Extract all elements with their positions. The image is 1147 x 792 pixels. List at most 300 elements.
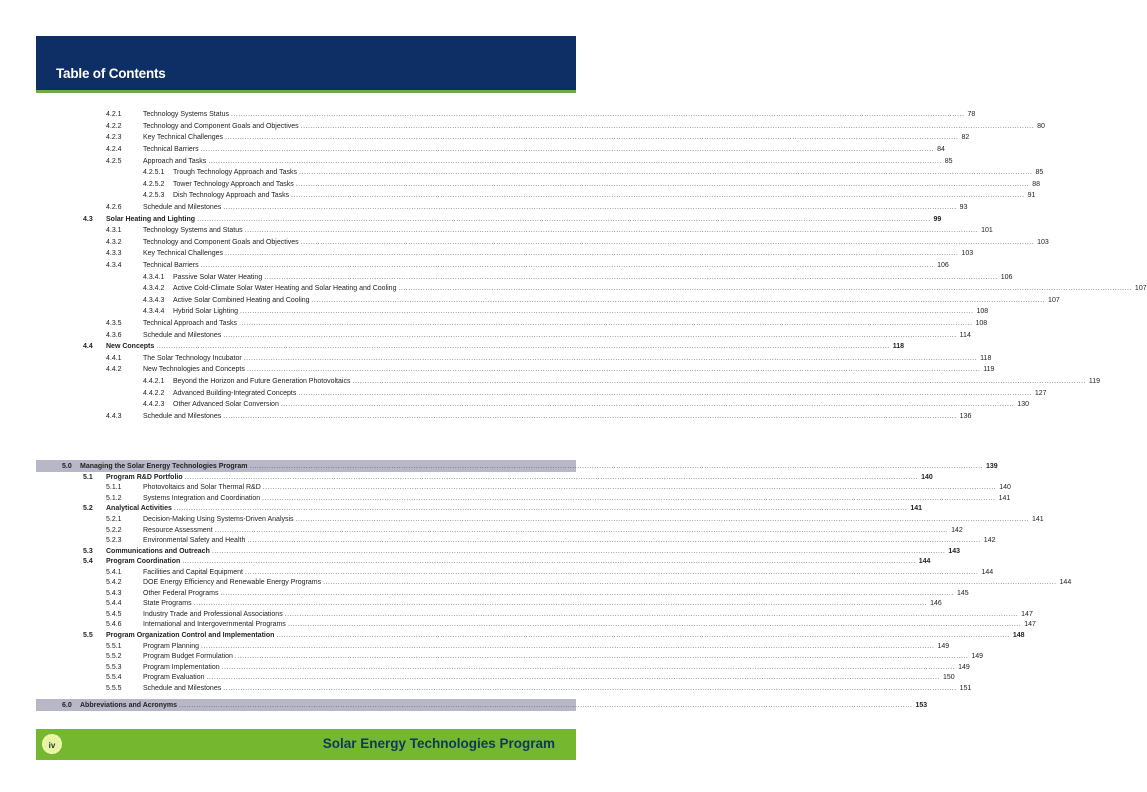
toc-entry-number: 4.4 — [83, 343, 93, 351]
toc-section-6 — [36, 699, 928, 711]
toc-entry-line — [143, 354, 992, 362]
toc-entry-title: New Technologies and Concepts — [143, 366, 245, 374]
toc-entry-line — [143, 568, 994, 576]
toc-entry-line — [173, 273, 1013, 281]
toc-entry[interactable] — [36, 514, 1044, 525]
toc-entry[interactable] — [36, 556, 931, 567]
toc-entry-number: 4.4.1 — [106, 354, 122, 362]
toc-entry-line — [106, 215, 942, 223]
leader-dots: ............................................................................................................................................................................................................................................................................................................ — [200, 146, 935, 154]
toc-entry-line — [143, 111, 976, 119]
toc-entry-number: 5.5.3 — [106, 663, 122, 671]
toc-entry[interactable] — [36, 483, 1011, 494]
toc-entry[interactable] — [36, 144, 945, 156]
toc-entry-title: Decision-Making Using Systems-Driven Analysis — [143, 515, 294, 523]
toc-entry-line — [143, 412, 972, 420]
toc-entry-line — [143, 250, 974, 258]
toc-entry-line — [173, 180, 1041, 188]
toc-entry-line — [143, 146, 945, 154]
toc-entry-line — [106, 631, 1025, 639]
toc-entry-number: 5.4.2 — [106, 579, 122, 587]
toc-entry-line — [143, 494, 1011, 502]
toc-entry[interactable] — [36, 248, 974, 260]
toc-entry[interactable] — [36, 609, 1033, 620]
toc-entry-page: 142 — [951, 526, 963, 534]
toc-entry-page: 140 — [999, 484, 1011, 492]
toc-entry[interactable] — [36, 504, 923, 515]
toc-entry-line — [143, 122, 1045, 130]
toc-entry-number: 5.4.4 — [106, 600, 122, 608]
leader-dots: ............................................................................................................................................................................................................................................................................................................ — [249, 462, 983, 470]
toc-entry-title: Analytical Activities — [106, 505, 172, 513]
toc-entry-number: 4.3.2 — [106, 238, 122, 246]
toc-entry-line — [80, 462, 998, 470]
toc-entry-title: Program Coordination — [106, 558, 181, 566]
toc-entry-page: 127 — [1034, 389, 1047, 397]
toc-entry-line — [143, 319, 988, 327]
toc-entry-title: New Concepts — [106, 343, 155, 351]
toc-entry[interactable] — [36, 672, 955, 683]
toc-entry-line — [106, 547, 960, 555]
toc-entry-number: 4.4.2.2 — [143, 389, 165, 397]
toc-entry-page: 147 — [1024, 621, 1036, 629]
leader-dots: ............................................................................................................................................................................................................................................................................................................ — [179, 701, 913, 709]
toc-entry-page: 80 — [1037, 122, 1045, 130]
toc-entry-page: 103 — [961, 250, 974, 258]
toc-entry-page: 114 — [959, 331, 971, 339]
toc-entry-number: 5.5.2 — [106, 653, 122, 661]
toc-entry-line — [173, 377, 1101, 385]
toc-entry-number: 6.0 — [62, 701, 72, 709]
toc-entry-page: 78 — [967, 111, 976, 119]
toc-entry-title: Resource Assessment — [143, 526, 213, 534]
toc-entry[interactable] — [36, 155, 953, 167]
toc-entry-page: 143 — [948, 547, 960, 555]
leader-dots: ............................................................................................................................................................................................................................................................................................................ — [280, 401, 1015, 409]
toc-entry-title: Technology Systems Status — [143, 111, 229, 119]
leader-dots: ............................................................................................................................................................................................................................................................................................................ — [211, 547, 946, 555]
toc-entry[interactable] — [36, 630, 1025, 641]
toc-entry[interactable] — [36, 190, 1036, 202]
toc-entry-title: State Programs — [143, 600, 192, 608]
toc-entry-line — [143, 579, 1072, 587]
toc-section-4 — [36, 109, 1147, 422]
toc-entry[interactable] — [36, 364, 995, 376]
toc-entry-number: 4.4.2.3 — [143, 401, 165, 409]
toc-entry-title: The Solar Technology Incubator — [143, 354, 242, 362]
toc-entry-number: 4.2.2 — [106, 122, 122, 130]
toc-entry-title: Technical Barriers — [143, 146, 199, 154]
header-band — [36, 36, 576, 93]
toc-entry-number: 5.4.3 — [106, 589, 122, 597]
leader-dots: ............................................................................................................................................................................................................................................................................................................ — [197, 215, 931, 223]
toc-entry[interactable] — [36, 410, 972, 422]
toc-entry[interactable] — [36, 699, 928, 711]
toc-entry-number: 5.5 — [83, 631, 93, 639]
toc-entry-page: 130 — [1017, 401, 1029, 409]
leader-dots: ............................................................................................................................................................................................................................................................................................................ — [182, 558, 916, 566]
toc-entry-number: 4.3.5 — [106, 319, 122, 327]
toc-entry-title: Beyond the Horizon and Future Generation Photovoltaics — [173, 377, 351, 385]
toc-entry[interactable] — [36, 651, 984, 662]
toc-entry[interactable] — [36, 341, 904, 353]
toc-entry-number: 4.3.4.1 — [143, 273, 165, 281]
toc-entry-line — [106, 473, 933, 481]
toc-entry-page: 103 — [1037, 238, 1049, 246]
toc-entry-title: Approach and Tasks — [143, 157, 207, 165]
leader-dots: ............................................................................................................................................................................................................................................................................................................ — [200, 262, 935, 270]
toc-entry[interactable] — [36, 567, 994, 578]
toc-entry-number: 5.4 — [83, 558, 93, 566]
toc-entry-title: Hybrid Solar Lighting — [173, 308, 238, 316]
toc-entry[interactable] — [36, 213, 942, 225]
leader-dots: ............................................................................................................................................................................................................................................................................................................ — [221, 663, 956, 671]
toc-entry-line — [143, 204, 968, 212]
leader-dots: ............................................................................................................................................................................................................................................................................................................ — [245, 568, 979, 576]
toc-entry-line — [143, 484, 1011, 492]
toc-entry-title: Systems Integration and Coordination — [143, 494, 261, 502]
page-title: Table of Contents — [56, 66, 166, 81]
toc-entry-number: 4.4.2.1 — [143, 377, 165, 385]
toc-entry[interactable] — [36, 376, 1101, 388]
toc-entry-title: Technology and Component Goals and Objectives — [143, 122, 299, 130]
toc-entry[interactable] — [36, 535, 996, 546]
toc-entry-page: 85 — [1035, 169, 1044, 177]
toc-entry-number: 4.3.4.2 — [143, 285, 165, 293]
toc-entry[interactable] — [36, 588, 969, 599]
toc-entry[interactable] — [36, 493, 1011, 504]
toc-entry-page: 144 — [918, 558, 931, 566]
toc-entry-number: 5.1.2 — [106, 494, 122, 502]
toc-entry-page: 119 — [1088, 377, 1101, 385]
toc-entry-page: 139 — [985, 462, 998, 470]
toc-entry-title: Industry Trade and Professional Associations — [143, 610, 283, 618]
toc-entry[interactable] — [36, 167, 1044, 179]
leader-dots: ............................................................................................................................................................................................................................................................................................................ — [295, 515, 1030, 523]
toc-entry[interactable] — [36, 387, 1047, 399]
toc-entry[interactable] — [36, 318, 988, 330]
toc-entry-number: 5.5.1 — [106, 642, 122, 650]
toc-entry-page: 108 — [975, 319, 988, 327]
leader-dots: ............................................................................................................................................................................................................................................................................................................ — [225, 250, 959, 258]
leader-dots: ............................................................................................................................................................................................................................................................................................................ — [234, 653, 969, 661]
toc-entry[interactable] — [36, 472, 933, 483]
leader-dots: ............................................................................................................................................................................................................................................................................................................ — [247, 537, 981, 545]
leader-dots: ............................................................................................................................................................................................................................................................................................................ — [223, 204, 957, 212]
toc-entry-title: Schedule and Milestones — [143, 331, 222, 339]
toc-entry-page: 150 — [942, 674, 955, 682]
toc-entry-number: 4.2.4 — [106, 146, 122, 154]
toc-entry-title: Technical Barriers — [143, 262, 199, 270]
toc-entry-title: Schedule and Milestones — [143, 412, 222, 420]
toc-entry-line — [173, 389, 1047, 397]
leader-dots: ............................................................................................................................................................................................................................................................................................................ — [201, 642, 935, 650]
toc-entry-page: 141 — [998, 494, 1011, 502]
toc-entry-number: 4.3.6 — [106, 331, 122, 339]
toc-entry-title: Program Implementation — [143, 663, 220, 671]
toc-entry-page: 99 — [933, 215, 942, 223]
toc-entry[interactable] — [36, 295, 1060, 307]
toc-entry-title: Program Evaluation — [143, 674, 205, 682]
toc-entry-line — [143, 663, 970, 671]
leader-dots: ............................................................................................................................................................................................................................................................................................................ — [398, 285, 1132, 293]
toc-entry-title: Other Federal Programs — [143, 589, 219, 597]
toc-entry-title: Managing the Solar Energy Technologies Program — [80, 462, 248, 470]
toc-entry[interactable] — [36, 546, 960, 557]
footer-band — [36, 729, 576, 760]
toc-entry-title: Key Technical Challenges — [143, 250, 224, 258]
toc-entry-page: 91 — [1027, 192, 1036, 200]
leader-dots: ............................................................................................................................................................................................................................................................................................................ — [298, 389, 1032, 397]
leader-dots: ............................................................................................................................................................................................................................................................................................................ — [300, 238, 1035, 246]
toc-entry-number: 5.4.1 — [106, 568, 122, 576]
leader-dots: ............................................................................................................................................................................................................................................................................................................ — [225, 134, 959, 142]
toc-entry[interactable] — [36, 620, 1036, 631]
toc-entry-page: 141 — [910, 505, 923, 513]
toc-entry[interactable] — [36, 599, 942, 610]
toc-entry-title: Active Cold-Climate Solar Water Heating and Solar Heating and Cooling — [173, 285, 397, 293]
leader-dots: ............................................................................................................................................................................................................................................................................................................ — [223, 684, 957, 692]
toc-entry-line — [143, 589, 969, 597]
toc-entry-title: Program Budget Formulation — [143, 653, 233, 661]
toc-entry-line — [143, 537, 996, 545]
toc-entry-number: 5.1.1 — [106, 484, 122, 492]
toc-entry-number: 4.4.3 — [106, 412, 122, 420]
toc-entry-page: 106 — [1000, 273, 1013, 281]
toc-entry-line — [106, 558, 931, 566]
toc-entry[interactable] — [36, 132, 970, 144]
toc-entry-page: 82 — [961, 134, 970, 142]
toc-entry-page: 107 — [1048, 296, 1060, 304]
toc-entry-page: 149 — [937, 642, 950, 650]
toc-entry-page: 151 — [959, 684, 972, 692]
toc-entry-title: Photovoltaics and Solar Thermal R&D — [143, 484, 261, 492]
toc-entry-page: 144 — [1059, 579, 1072, 587]
toc-entry-line — [143, 653, 984, 661]
toc-entry[interactable] — [36, 121, 1045, 133]
toc-entry-title: Trough Technology Approach and Tasks — [173, 169, 298, 177]
toc-entry-page: 146 — [930, 600, 942, 608]
toc-entry-number: 5.3 — [83, 547, 93, 555]
leader-dots: ............................................................................................................................................................................................................................................................................................................ — [276, 631, 1010, 639]
toc-entry[interactable] — [36, 399, 1029, 411]
toc-entry-line — [173, 308, 989, 316]
toc-entry[interactable] — [36, 683, 972, 694]
toc-entry[interactable] — [36, 329, 971, 341]
leader-dots: ............................................................................................................................................................................................................................................................................................................ — [262, 494, 996, 502]
toc-entry[interactable] — [36, 662, 970, 673]
toc-entry-page: 118 — [892, 343, 904, 351]
toc-entry-page: 84 — [937, 146, 945, 154]
toc-entry-number: 5.5.5 — [106, 684, 122, 692]
toc-entry-page: 85 — [944, 157, 953, 165]
toc-entry[interactable] — [36, 525, 963, 536]
leader-dots: ............................................................................................................................................................................................................................................................................................................ — [173, 505, 908, 513]
toc-entry-title: Solar Heating and Lighting — [106, 215, 196, 223]
toc-entry-line — [143, 262, 949, 270]
toc-entry-line — [173, 192, 1036, 200]
leader-dots: ............................................................................................................................................................................................................................................................................................................ — [156, 343, 890, 351]
toc-entry-number: 4.3.4.3 — [143, 296, 165, 304]
toc-entry-page: 118 — [980, 354, 992, 362]
toc-entry-page: 142 — [983, 537, 996, 545]
toc-entry-number: 4.3.4 — [106, 262, 122, 270]
leader-dots: ............................................................................................................................................................................................................................................................................................................ — [223, 412, 957, 420]
program-name: Solar Energy Technologies Program — [322, 736, 555, 751]
toc-entry-line — [80, 701, 928, 709]
toc-entry-line — [173, 401, 1029, 409]
toc-entry-title: DOE Energy Efficiency and Renewable Energy Programs — [143, 579, 322, 587]
toc-entry-line — [143, 600, 942, 608]
toc-entry-line — [143, 134, 970, 142]
toc-entry-line — [143, 684, 972, 692]
toc-entry-page: 106 — [937, 262, 949, 270]
leader-dots: ............................................................................................................................................................................................................................................................................................................ — [299, 169, 1033, 177]
toc-entry-number: 4.2.5.1 — [143, 169, 165, 177]
toc-entry[interactable] — [36, 283, 1147, 295]
toc-entry-title: Technology Systems and Status — [143, 227, 243, 235]
toc-entry[interactable] — [36, 109, 976, 121]
toc-section-5 — [36, 460, 1072, 693]
toc-entry-title: Advanced Building-Integrated Concepts — [173, 389, 297, 397]
toc-entry-number: 5.2.1 — [106, 515, 122, 523]
toc-entry-number: 5.2.3 — [106, 537, 122, 545]
toc-entry-number: 4.2.5.3 — [143, 192, 165, 200]
toc-entry-page: 153 — [915, 701, 928, 709]
leader-dots: ............................................................................................................................................................................................................................................................................................................ — [262, 484, 997, 492]
toc-entry-line — [143, 515, 1044, 523]
leader-dots: ............................................................................................................................................................................................................................................................................................................ — [220, 589, 954, 597]
leader-dots: ............................................................................................................................................................................................................................................................................................................ — [300, 122, 1035, 130]
toc-entry-page: 93 — [959, 204, 968, 212]
toc-entry-page: 145 — [956, 589, 969, 597]
toc-entry-line — [143, 238, 1049, 246]
leader-dots: ............................................................................................................................................................................................................................................................................................................ — [239, 308, 974, 316]
toc-entry-title: Passive Solar Water Heating — [173, 273, 263, 281]
toc-entry-number: 5.4.6 — [106, 621, 122, 629]
toc-entry[interactable] — [36, 306, 989, 318]
toc-entry-title: Environmental Safety and Health — [143, 537, 246, 545]
toc-entry-number: 4.3 — [83, 215, 93, 223]
toc-entry-line — [143, 526, 963, 534]
leader-dots: ............................................................................................................................................................................................................................................................................................................ — [295, 180, 1030, 188]
toc-entry-title: Communications and Outreach — [106, 547, 210, 555]
leader-dots: ............................................................................................................................................................................................................................................................................................................ — [244, 227, 979, 235]
toc-entry-title: Key Technical Challenges — [143, 134, 224, 142]
toc-entry-page: 101 — [981, 227, 993, 235]
toc-entry-number: 5.1 — [83, 473, 93, 481]
toc-entry-page: 144 — [981, 568, 994, 576]
toc-entry-title: Technical Approach and Tasks — [143, 319, 238, 327]
toc-entry-line — [143, 331, 971, 339]
leader-dots: ............................................................................................................................................................................................................................................................................................................ — [223, 331, 957, 339]
toc-entry[interactable] — [36, 225, 993, 237]
toc-entry-title: Schedule and Milestones — [143, 684, 222, 692]
toc-entry-number: 4.2.6 — [106, 204, 122, 212]
toc-entry-line — [173, 296, 1060, 304]
toc-entry-title: Program R&D Portfolio — [106, 473, 183, 481]
leader-dots: ............................................................................................................................................................................................................................................................................................................ — [214, 526, 949, 534]
toc-entry-number: 5.2 — [83, 505, 93, 513]
toc-entry[interactable] — [36, 202, 968, 214]
toc-entry[interactable] — [36, 352, 992, 364]
leader-dots: ............................................................................................................................................................................................................................................................................................................ — [352, 377, 1086, 385]
toc-entry-line — [143, 642, 950, 650]
toc-entry-line — [106, 505, 923, 513]
toc-entry-number: 4.3.4.4 — [143, 308, 165, 316]
leader-dots: ............................................................................................................................................................................................................................................................................................................ — [184, 473, 919, 481]
leader-dots: ............................................................................................................................................................................................................................................................................................................ — [208, 157, 942, 165]
toc-entry[interactable] — [36, 641, 950, 652]
toc-entry-number: 4.2.5 — [106, 157, 122, 165]
toc-entry-line — [173, 169, 1044, 177]
toc-entry-line — [143, 227, 993, 235]
toc-entry-title: Program Planning — [143, 642, 200, 650]
toc-entry-title: International and Intergovernmental Programs — [143, 621, 286, 629]
toc-entry-title: Dish Technology Approach and Tasks — [173, 192, 290, 200]
toc-entry[interactable] — [36, 460, 998, 472]
toc-entry-page: 141 — [1032, 515, 1044, 523]
toc-entry-title: Facilities and Capital Equipment — [143, 568, 243, 576]
leader-dots: ............................................................................................................................................................................................................................................................................................................ — [246, 366, 981, 374]
toc-entry-number: 4.4.2 — [106, 366, 122, 374]
toc-entry-page: 119 — [983, 366, 995, 374]
toc-entry-line — [173, 285, 1147, 293]
leader-dots: ............................................................................................................................................................................................................................................................................................................ — [193, 600, 928, 608]
page-number-sun-badge: iv — [42, 734, 62, 754]
leader-dots: ............................................................................................................................................................................................................................................................................................................ — [323, 579, 1057, 587]
toc-entry-page: 149 — [971, 653, 984, 661]
toc-entry-line — [143, 157, 953, 165]
toc-entry-number: 4.2.3 — [106, 134, 122, 142]
toc-entry-number: 5.2.2 — [106, 526, 122, 534]
toc-entry[interactable] — [36, 271, 1013, 283]
toc-entry-line — [143, 610, 1033, 618]
toc-entry-line — [143, 621, 1036, 629]
toc-entry-page: 148 — [1012, 631, 1025, 639]
toc-entry-title: Schedule and Milestones — [143, 204, 222, 212]
leader-dots: ............................................................................................................................................................................................................................................................................................................ — [284, 610, 1019, 618]
toc-entry-number: 5.5.4 — [106, 674, 122, 682]
toc-entry-title: Technology and Component Goals and Objectives — [143, 238, 299, 246]
leader-dots: ............................................................................................................................................................................................................................................................................................................ — [239, 319, 973, 327]
toc-entry-title: Active Solar Combined Heating and Cooling — [173, 296, 310, 304]
leader-dots: ............................................................................................................................................................................................................................................................................................................ — [231, 111, 965, 119]
leader-dots: ............................................................................................................................................................................................................................................................................................................ — [264, 273, 998, 281]
toc-entry-page: 147 — [1021, 610, 1033, 618]
toc-entry-number: 4.2.1 — [106, 111, 122, 119]
toc-entry-page: 88 — [1032, 180, 1041, 188]
toc-entry-title: Abbreviations and Acronyms — [80, 701, 177, 709]
toc-entry-number: 5.0 — [62, 462, 72, 470]
toc-entry[interactable] — [36, 577, 1072, 588]
leader-dots: ............................................................................................................................................................................................................................................................................................................ — [206, 674, 940, 682]
toc-entry-page: 136 — [959, 412, 972, 420]
toc-entry-title: Other Advanced Solar Conversion — [173, 401, 279, 409]
toc-entry[interactable] — [36, 179, 1041, 191]
toc-entry-title: Program Organization Control and Implementation — [106, 631, 275, 639]
toc-entry-line — [143, 366, 995, 374]
leader-dots: ............................................................................................................................................................................................................................................................................................................ — [311, 296, 1046, 304]
toc-entry-number: 4.3.3 — [106, 250, 122, 258]
toc-entry-number: 4.2.5.2 — [143, 180, 165, 188]
toc-entry-page: 107 — [1134, 285, 1147, 293]
toc-entry-line — [143, 674, 955, 682]
leader-dots: ............................................................................................................................................................................................................................................................................................................ — [287, 621, 1022, 629]
toc-entry[interactable] — [36, 260, 949, 272]
toc-entry[interactable] — [36, 237, 1049, 249]
toc-entry-page: 108 — [976, 308, 989, 316]
